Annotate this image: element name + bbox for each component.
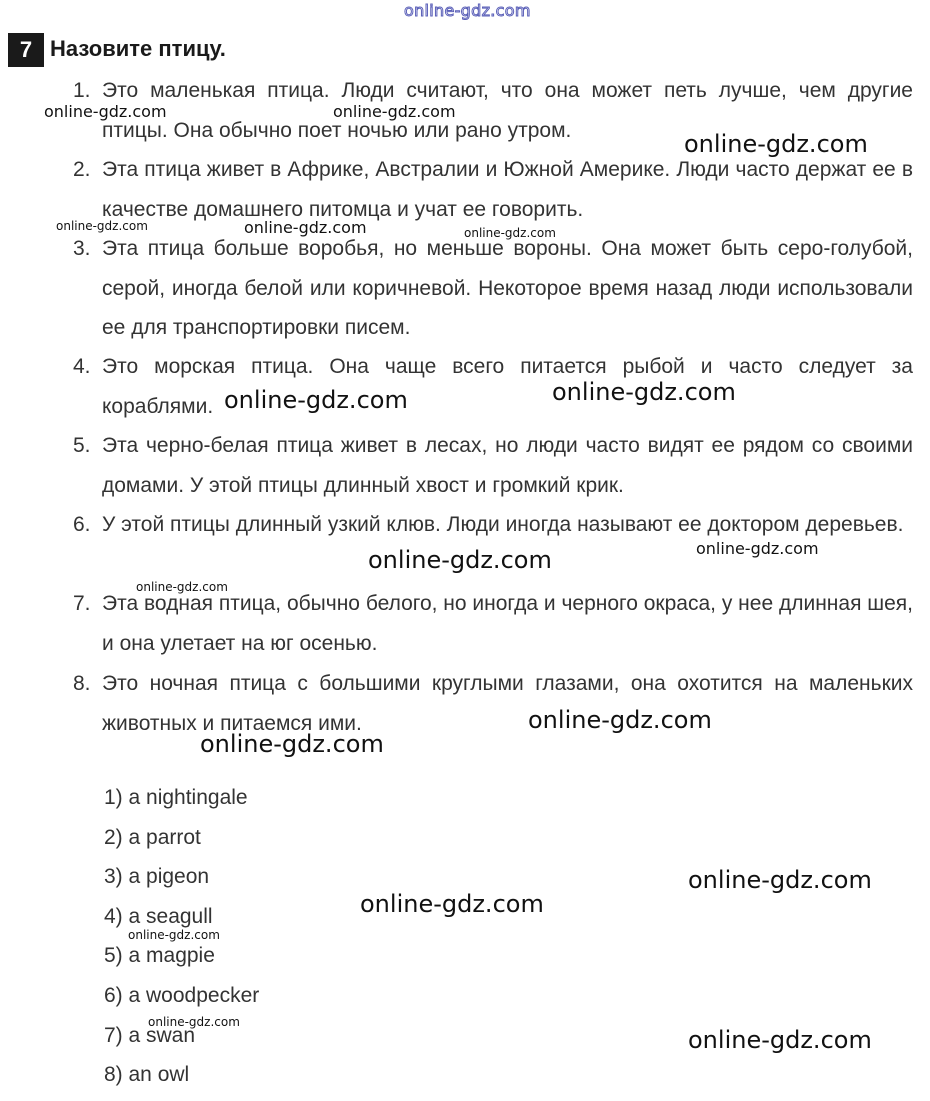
header-watermark: online-gdz.com [404, 1, 531, 20]
clue-number: 6. [73, 513, 91, 536]
clue-item [73, 426, 913, 505]
task-number-badge: 7 [8, 33, 44, 67]
answer-item: 5) a magpie [104, 944, 215, 968]
watermark: online-gdz.com [552, 378, 736, 406]
watermark: online-gdz.com [244, 218, 367, 237]
clue-item [73, 584, 914, 663]
watermark: online-gdz.com [684, 130, 868, 158]
clue-number: 8. [73, 672, 91, 695]
clue-number: 1. [73, 79, 91, 102]
clue-number: 7. [73, 592, 91, 615]
answer-item: 8) an owl [104, 1063, 190, 1087]
watermark: online-gdz.com [464, 226, 556, 240]
watermark: online-gdz.com [688, 866, 872, 894]
clue-text: Это маленькая птица. Люди считают, что она может петь лучше, чем другие птицы. Она обычно поет ночью или рано утром. [102, 79, 913, 142]
clue-number: 3. [73, 237, 91, 260]
watermark: online-gdz.com [696, 539, 819, 558]
watermark: online-gdz.com [528, 706, 712, 734]
watermark: online-gdz.com [200, 730, 384, 758]
clue-text: Это ночная птица с большими круглыми глазами, она охотится на маленьких животных и питаемся ими. [102, 672, 913, 735]
clue-text: Эта птица больше воробья, но меньше вороны. Она может быть серо-голубой, серой, иногда белой или коричневой. Некоторое время назад люди использовали ее для транспортировки писем. [102, 237, 913, 339]
clue-text: Эта черно-белая птица живет в лесах, но люди часто видят ее рядом со своими домами. У этой птицы длинный хвост и громкий крик. [102, 434, 913, 497]
watermark: online-gdz.com [360, 890, 544, 918]
answer-item: 1) a nightingale [104, 786, 248, 809]
watermark: online-gdz.com [333, 102, 456, 121]
watermark: online-gdz.com [368, 546, 552, 574]
watermark: online-gdz.com [688, 1026, 872, 1054]
watermark: online-gdz.com [224, 386, 408, 414]
answer-item: 3) a pigeon [104, 865, 210, 889]
task-title: Назовите птицу. [50, 36, 226, 61]
clue-number: 4. [73, 355, 91, 378]
watermark: online-gdz.com [56, 219, 148, 233]
clue-text: Эта птица живет в Африке, Австралии и Южной Америке. Люди часто держат ее в качестве домашнего питомца и учат ее говорить. [102, 158, 913, 221]
watermark: online-gdz.com [148, 1015, 240, 1029]
clue-number: 2. [73, 158, 91, 181]
answer-item: 7) a swan [104, 1023, 196, 1047]
answer-item: 2) a parrot [104, 825, 201, 849]
watermark: online-gdz.com [136, 580, 228, 594]
answer-item: 4) a seagull [104, 904, 213, 928]
clue-text: У этой птицы длинный узкий клюв. Люди иногда называют ее доктором деревьев. [102, 513, 904, 536]
watermark: online-gdz.com [128, 928, 220, 942]
answer-item: 6) a woodpecker [104, 983, 260, 1007]
clue-text: Эта водная птица, обычно белого, но иногда и черного окраса, у нее длинная шея, и она улетает на юг осенью. [102, 592, 914, 655]
watermark: online-gdz.com [44, 102, 167, 121]
clue-text: Это морская птица. Она чаще всего питается рыбой и часто следует за кораблями. [102, 355, 913, 418]
clue-number: 5. [73, 434, 91, 457]
